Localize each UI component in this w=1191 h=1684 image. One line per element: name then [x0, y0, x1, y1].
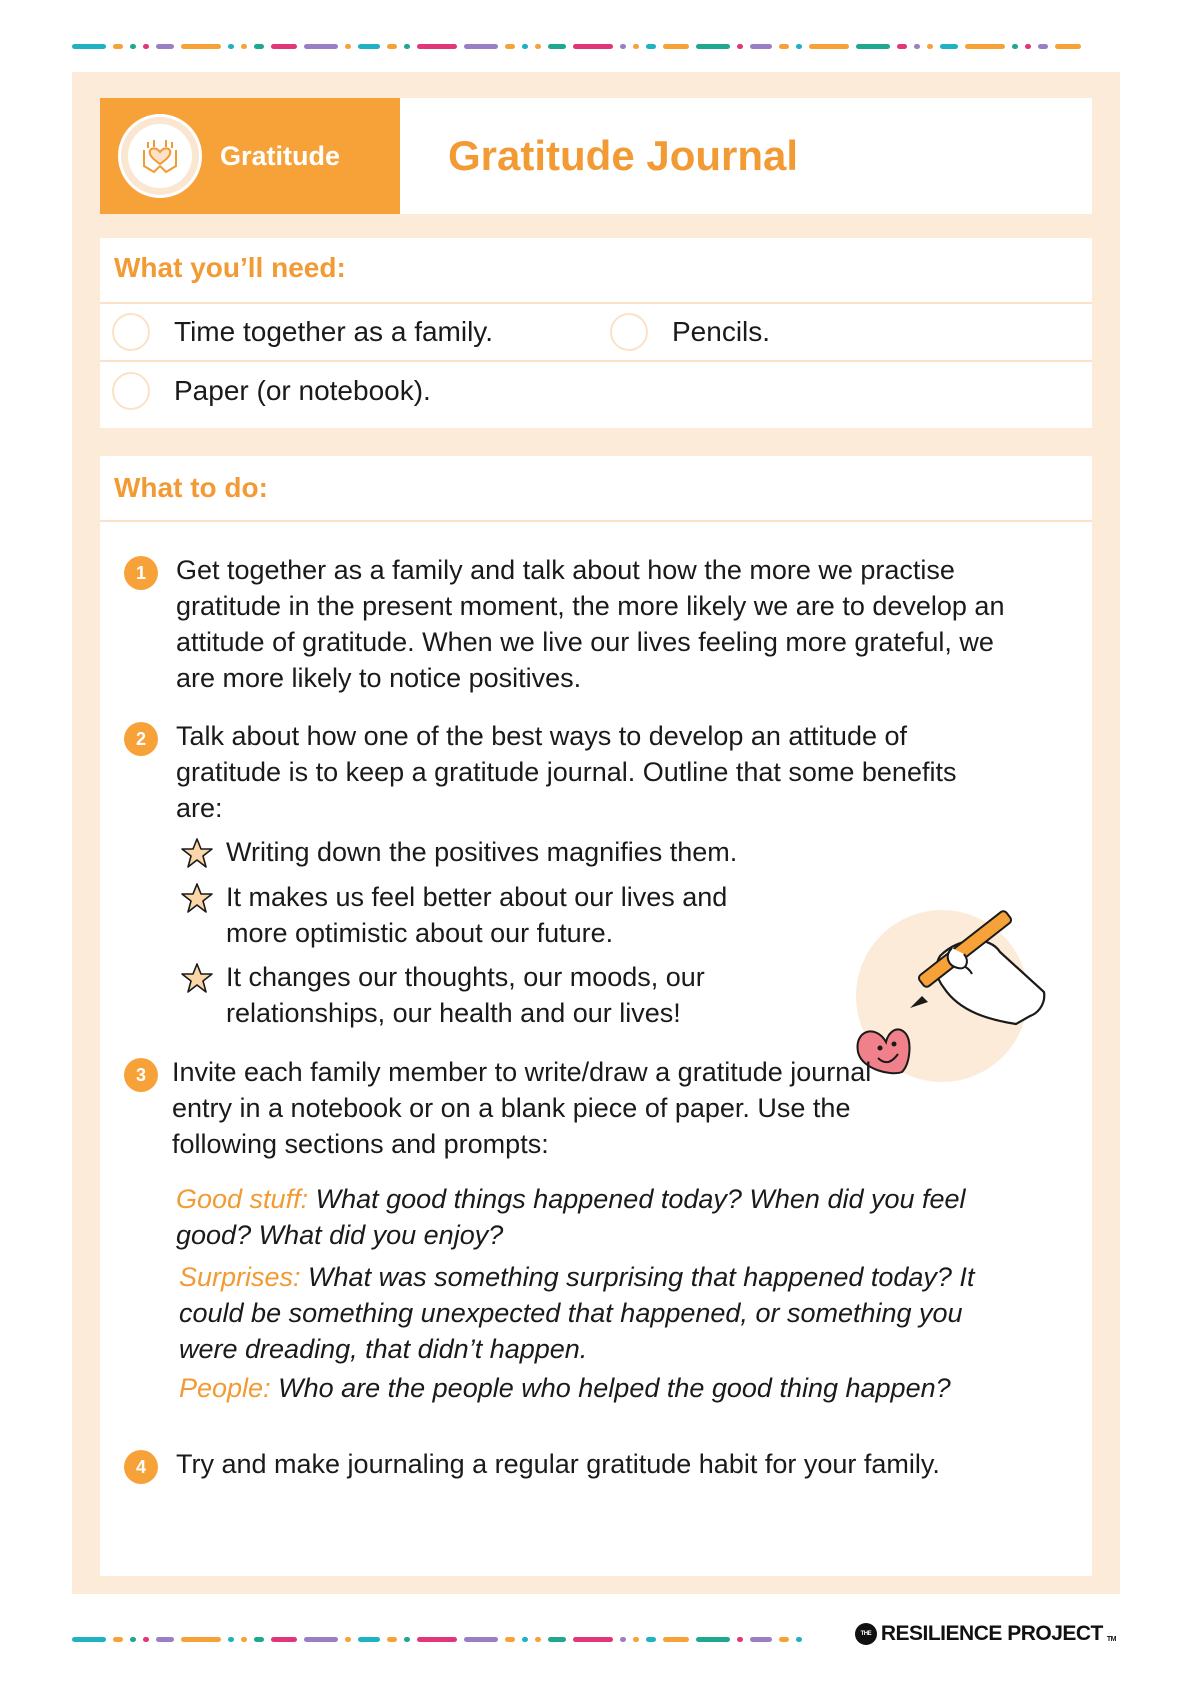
dash-segment [696, 1637, 730, 1642]
dash-segment [573, 44, 613, 49]
prompt-people [179, 1370, 1059, 1406]
dash-segment [535, 1637, 541, 1642]
dash-segment [620, 44, 626, 49]
dash-segment [72, 44, 106, 49]
prompt-good-stuff [176, 1181, 1006, 1253]
dash-segment [417, 44, 457, 49]
dash-segment [927, 44, 933, 49]
dash-segment [271, 1637, 297, 1642]
dash-segment [464, 1637, 498, 1642]
dash-segment [1038, 44, 1048, 49]
benefit-text: It makes us feel better about our lives and more optimistic about our future. [226, 882, 728, 948]
step-text: Get together as a family and talk about how the more we practise gratitude in the present moment, the more likely we are to develop an attitude of gratitude. When we live our lives feeling more grateful, we are more likely to notice positives. [176, 555, 1005, 693]
prompt-label: People: [179, 1373, 271, 1403]
dash-segment [505, 44, 515, 49]
prompt-surprises [179, 1259, 979, 1367]
benefit-item [180, 959, 780, 1031]
dash-segment [779, 44, 789, 49]
dash-segment [181, 1637, 221, 1642]
dash-segment [1055, 44, 1081, 49]
star-icon [180, 882, 214, 914]
header [100, 98, 1092, 214]
category-tag [100, 98, 400, 214]
dash-segment [113, 1637, 123, 1642]
step-number: 3 [124, 1058, 158, 1092]
activity-card [72, 72, 1120, 1594]
dash-segment [417, 1637, 457, 1642]
dash-segment [358, 1637, 380, 1642]
dash-segment [897, 44, 907, 49]
dash-segment [809, 44, 849, 49]
dash-segment [522, 1637, 528, 1642]
footer-logo [855, 1622, 1116, 1646]
what-to-do-section [100, 456, 1092, 1576]
checkbox-circle-icon[interactable] [112, 372, 150, 410]
what-youll-need-section [100, 238, 1092, 428]
dash-segment [696, 44, 730, 49]
dash-segment [345, 44, 351, 49]
dash-segment [304, 44, 338, 49]
step-1 [124, 552, 1024, 696]
prompt-text: What good things happened today? When did you feel good? What did you enjoy? [176, 1184, 966, 1250]
dash-segment [505, 1637, 515, 1642]
dash-segment [535, 44, 541, 49]
step-4 [124, 1446, 1054, 1484]
dash-segment [241, 44, 247, 49]
step-text: Talk about how one of the best ways to develop an attitude of gratitude is to keep a gratitude journal. Outline that some benefits are: [176, 721, 957, 823]
gratitude-badge-icon [118, 114, 202, 198]
dash-segment [663, 44, 689, 49]
benefit-item [180, 834, 820, 870]
prompt-text: Who are the people who helped the good thing happen? [270, 1373, 951, 1403]
dash-segment [750, 1637, 772, 1642]
prompt-text: What was something surprising that happened today? It could be something unexpected that happened, or something you were dreading, that didn’t happen. [179, 1262, 975, 1364]
dash-segment [464, 44, 498, 49]
top-decorative-line [72, 43, 1116, 49]
dash-segment [633, 1637, 639, 1642]
dash-segment [156, 1637, 174, 1642]
dash-segment [228, 1637, 234, 1642]
checkbox-circle-icon[interactable] [610, 313, 648, 351]
dash-segment [304, 1637, 338, 1642]
page-title: Gratitude Journal [448, 132, 799, 179]
need-item [100, 372, 598, 410]
dash-segment [914, 44, 920, 49]
benefit-text: Writing down the positives magnifies them. [226, 837, 738, 867]
prompt-label: Good stuff: [176, 1184, 309, 1214]
dash-segment [345, 1637, 351, 1642]
dash-segment [796, 1637, 802, 1642]
brand-mark-icon: THE [855, 1623, 877, 1645]
dash-segment [387, 1637, 397, 1642]
step-2 [124, 718, 984, 826]
need-item [100, 313, 598, 351]
dash-segment [796, 44, 802, 49]
dash-segment [143, 44, 149, 49]
dash-segment [522, 44, 528, 49]
dash-segment [1012, 44, 1018, 49]
dash-segment [663, 1637, 689, 1642]
dash-segment [156, 44, 174, 49]
dash-segment [387, 44, 397, 49]
needs-heading: What you’ll need: [100, 238, 1092, 304]
dash-segment [404, 44, 410, 49]
category-label: Gratitude [220, 140, 341, 171]
step-number: 4 [124, 1450, 158, 1484]
step-text: Invite each family member to write/draw a gratitude journal entry in a notebook or on a blank piece of paper. Use the following sections and prompts: [172, 1057, 872, 1159]
benefit-text: It changes our thoughts, our moods, our relationships, our health and our lives! [226, 962, 705, 1028]
step-text: Try and make journaling a regular gratitude habit for your family. [176, 1449, 940, 1479]
dash-segment [72, 1637, 106, 1642]
dash-segment [737, 44, 743, 49]
need-item-label: Paper (or notebook). [174, 375, 431, 406]
need-item-label: Time together as a family. [174, 316, 494, 347]
dash-segment [633, 44, 639, 49]
dash-segment [254, 44, 264, 49]
dash-segment [620, 1637, 626, 1642]
dash-segment [113, 44, 123, 49]
dash-segment [143, 1637, 149, 1642]
dash-segment [271, 44, 297, 49]
star-icon [180, 837, 214, 869]
dash-segment [548, 1637, 566, 1642]
hands-heart-icon [138, 136, 182, 176]
need-item [598, 313, 770, 351]
prompt-label: Surprises: [179, 1262, 301, 1292]
dash-segment [130, 44, 136, 49]
step-number: 2 [124, 722, 158, 756]
brand-trademark: TM [1106, 1636, 1116, 1643]
dash-segment [646, 1637, 656, 1642]
todo-heading: What to do: [100, 456, 1092, 522]
dash-segment [254, 1637, 264, 1642]
dash-segment [358, 44, 380, 49]
dash-segment [130, 1637, 136, 1642]
step-number: 1 [124, 556, 158, 590]
dash-segment [646, 44, 656, 49]
checkbox-circle-icon[interactable] [112, 313, 150, 351]
dash-segment [181, 44, 221, 49]
step-3 [124, 1054, 884, 1162]
need-item-label: Pencils. [672, 316, 771, 347]
dash-segment [965, 44, 1005, 49]
dash-segment [548, 44, 566, 49]
dash-segment [856, 44, 890, 49]
dash-segment [573, 1637, 613, 1642]
benefit-item [180, 879, 780, 951]
bottom-decorative-line [72, 1636, 852, 1642]
dash-segment [940, 44, 958, 49]
dash-segment [1025, 44, 1031, 49]
dash-segment [737, 1637, 743, 1642]
needs-row [100, 362, 1092, 420]
dash-segment [750, 44, 772, 49]
brand-name: RESILIENCE PROJECT [880, 1622, 1103, 1645]
star-icon [180, 962, 214, 994]
needs-row [100, 304, 1092, 362]
dash-segment [228, 44, 234, 49]
dash-segment [404, 1637, 410, 1642]
dash-segment [779, 1637, 789, 1642]
dash-segment [241, 1637, 247, 1642]
